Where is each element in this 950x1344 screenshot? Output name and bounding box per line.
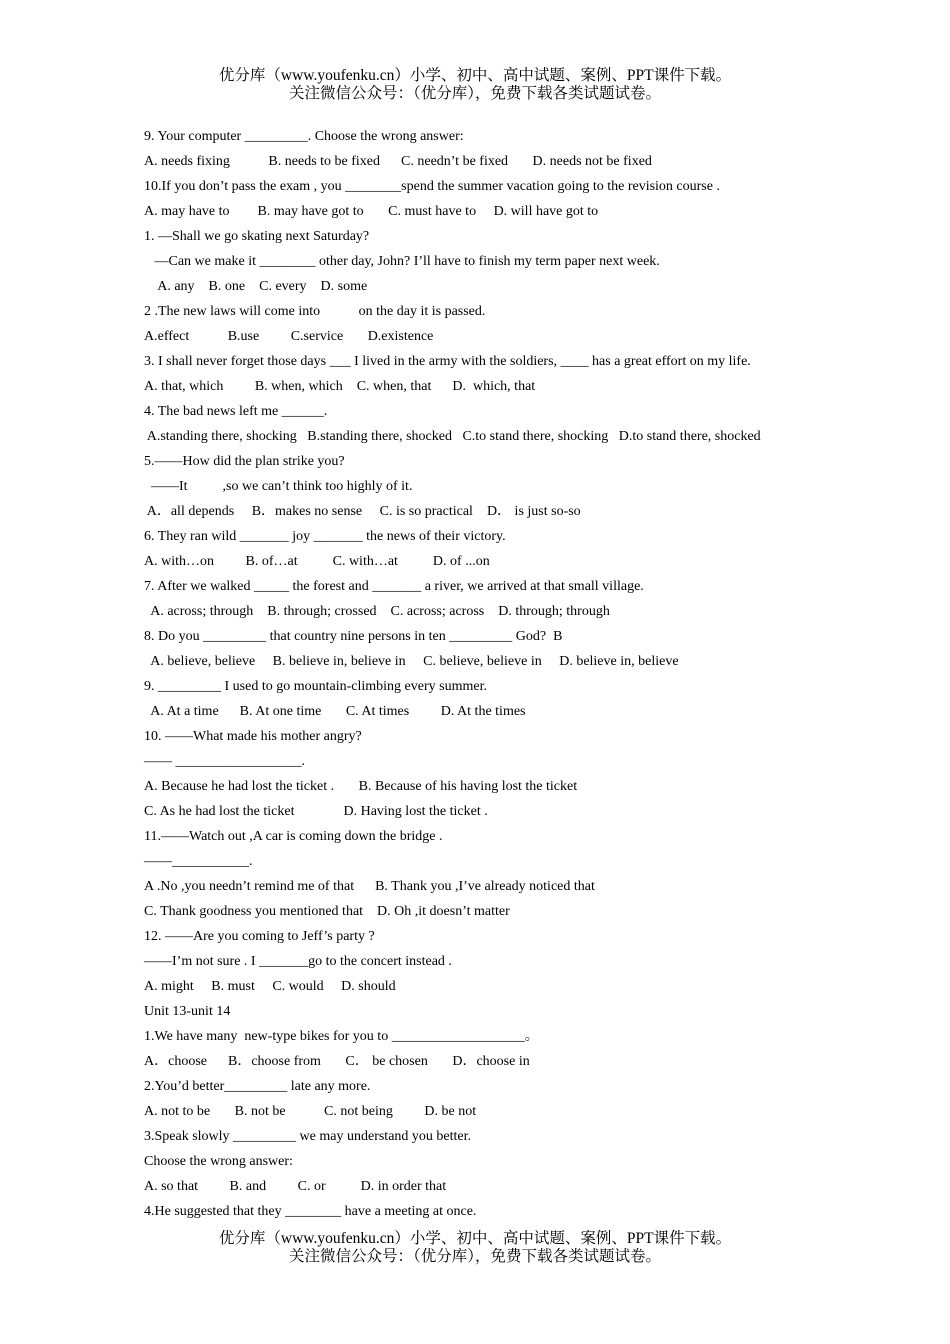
text-line: A. needs fixing B. needs to be fixed C. needn’t be fixed D. needs not be fixed bbox=[144, 154, 652, 169]
text-line: 4. The bad news left me ______. bbox=[144, 404, 328, 419]
section-heading: Unit 13-unit 14 bbox=[144, 1004, 231, 1019]
text-line: A. might B. must C. would D. should bbox=[144, 979, 396, 994]
text-line: 4.He suggested that they ________ have a meeting at once. bbox=[144, 1204, 477, 1219]
text-line: ——I’m not sure . I _______go to the concert instead . bbox=[144, 954, 452, 969]
text-line: ——___________. bbox=[144, 854, 253, 869]
text-line: A. any B. one C. every D. some bbox=[144, 279, 368, 294]
text-line: 5.——How did the plan strike you? bbox=[144, 454, 345, 469]
text-line: 3. I shall never forget those days ___ I lived in the army with the soldiers, ____ has a great effort on my life. bbox=[144, 354, 751, 369]
text-line: 1.We have many new-type bikes for you to ___________________。 bbox=[144, 1029, 539, 1044]
text-line: C. As he had lost the ticket D. Having lost the ticket . bbox=[144, 804, 488, 819]
text-line: 10.If you don’t pass the exam , you ________spend the summer vacation going to the revision course . bbox=[144, 179, 720, 194]
header-line-1: 优分库（www.youfenku.cn）小学、初中、高中试题、案例、PPT课件下载。 bbox=[218, 67, 732, 84]
text-line: 3.Speak slowly _________ we may understand you better. bbox=[144, 1129, 472, 1144]
document-body bbox=[144, 126, 844, 1226]
text-line: A. Because he had lost the ticket . B. Because of his having lost the ticket bbox=[144, 779, 578, 794]
text-line: A. with…on B. of…at C. with…at D. of ...on bbox=[144, 554, 490, 569]
page-footer bbox=[0, 1230, 950, 1266]
text-line: 1. —Shall we go skating next Saturday? bbox=[144, 229, 370, 244]
footer-line-1: 优分库（www.youfenku.cn）小学、初中、高中试题、案例、PPT课件下载。 bbox=[218, 1230, 732, 1247]
text-line: A．choose B．choose from C． be chosen D．choose in bbox=[144, 1054, 530, 1069]
text-line: A. At a time B. At one time C. At times D. At the times bbox=[144, 704, 526, 719]
page-header bbox=[0, 67, 950, 103]
text-line: A. across; through B. through; crossed C. across; across D. through; through bbox=[144, 604, 610, 619]
text-line: 11.——Watch out ,A car is coming down the bridge . bbox=[144, 829, 443, 844]
text-line: A. believe, believe B. believe in, believe in C. believe, believe in D. believe in, believe bbox=[144, 654, 679, 669]
text-line: A.standing there, shocking B.standing there, shocked C.to stand there, shocking D.to stand there, shocked bbox=[144, 429, 761, 444]
text-line: A.effect B.use C.service D.existence bbox=[144, 329, 434, 344]
text-line: 2 .The new laws will come into on the day it is passed. bbox=[144, 304, 486, 319]
text-line: A. not to be B. not be C. not being D. be not bbox=[144, 1104, 477, 1119]
text-line: 9. Your computer _________. Choose the wrong answer: bbox=[144, 129, 464, 144]
text-line: 8. Do you _________ that country nine persons in ten _________ God? B bbox=[144, 629, 563, 644]
text-line: 9. _________ I used to go mountain-climbing every summer. bbox=[144, 679, 487, 694]
footer-line-2: 关注微信公众号：（优分库），免费下载各类试题试卷。 bbox=[288, 1248, 661, 1265]
text-line: 12. ——Are you coming to Jeff’s party ? bbox=[144, 929, 375, 944]
text-line: —— __________________. bbox=[144, 754, 305, 769]
text-line: A．all depends B．makes no sense C. is so practical D． is just so-so bbox=[144, 504, 581, 519]
text-line: 7. After we walked _____ the forest and _______ a river, we arrived at that small village. bbox=[144, 579, 644, 594]
text-line: 10. ——What made his mother angry? bbox=[144, 729, 362, 744]
text-line: A .No ,you needn’t remind me of that B. Thank you ,I’ve already noticed that bbox=[144, 879, 595, 894]
text-line: A. that, which B. when, which C. when, that D. which, that bbox=[144, 379, 536, 394]
text-line: A. so that B. and C. or D. in order that bbox=[144, 1179, 447, 1194]
text-line: A. may have to B. may have got to C. must have to D. will have got to bbox=[144, 204, 599, 219]
text-line: —Can we make it ________ other day, John? I’ll have to finish my term paper next week. bbox=[144, 254, 660, 269]
text-line: 2.You’d better_________ late any more. bbox=[144, 1079, 371, 1094]
text-line: ——It ,so we can’t think too highly of it. bbox=[144, 479, 413, 494]
header-line-2: 关注微信公众号：（优分库），免费下载各类试题试卷。 bbox=[288, 85, 661, 102]
text-line: 6. They ran wild _______ joy _______ the news of their victory. bbox=[144, 529, 506, 544]
text-line: C. Thank goodness you mentioned that D. Oh ,it doesn’t matter bbox=[144, 904, 510, 919]
text-line: Choose the wrong answer: bbox=[144, 1154, 293, 1169]
